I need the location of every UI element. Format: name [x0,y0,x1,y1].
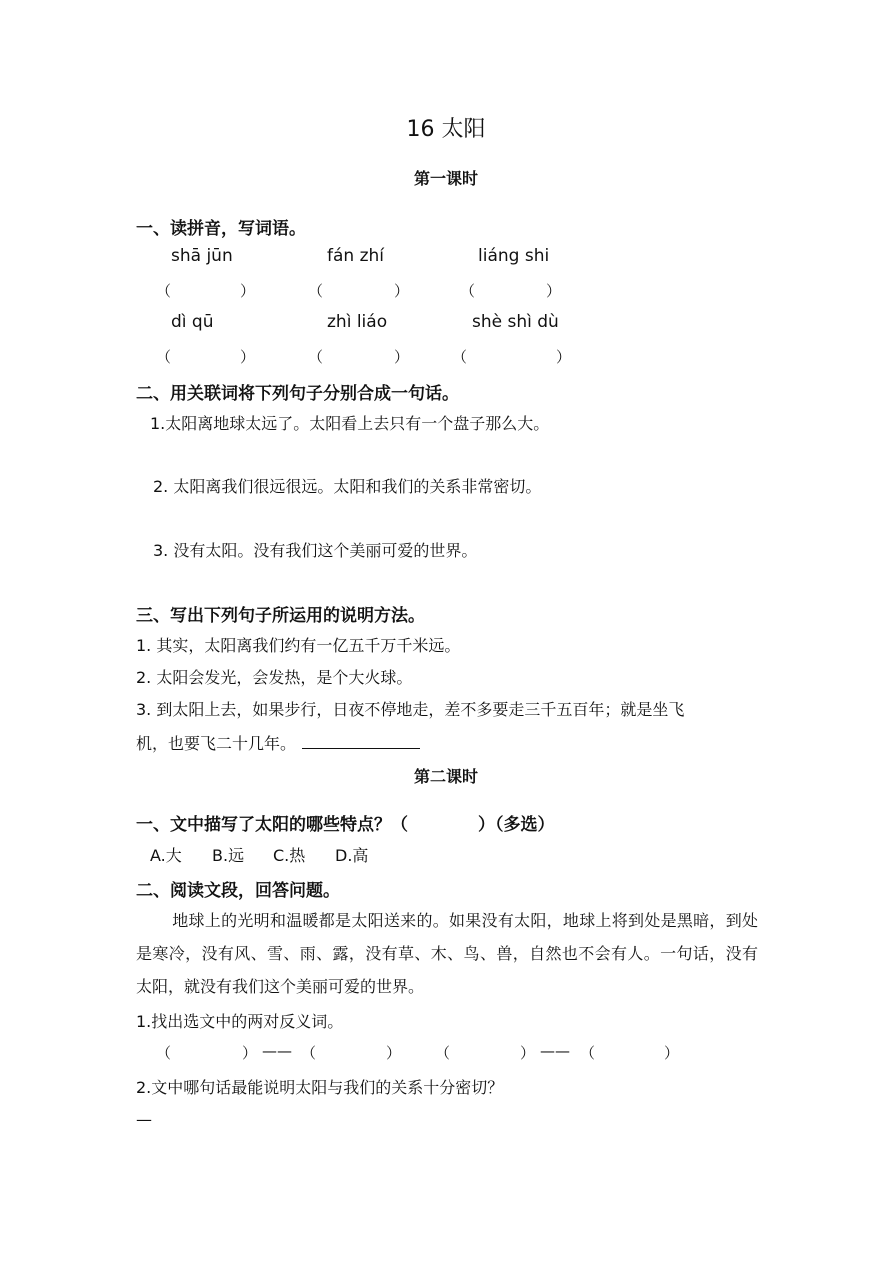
answer-paren-close: ） [546,282,562,300]
answer-dash: — [136,1110,152,1129]
l1-q3-item-3-text: 机，也要飞二十几年。 [136,734,297,753]
option-c: C.热 [273,846,306,865]
answer-paren-open: （ [460,282,476,300]
pinyin-1: shā jūn [171,246,233,266]
option-b: B.远 [212,846,245,865]
answer-paren-open: （ [156,282,172,300]
antonym-dash: —— [540,1042,570,1060]
answer-paren-close: ） [240,282,256,300]
pinyin-6: shè shì dù [472,312,559,332]
antonym-paren-open: （ [156,1044,172,1062]
answer-paren-open: （ [156,348,172,366]
l1-q2-heading: 二、用关联词将下列句子分别合成一句话。 [136,384,459,404]
answer-paren-close: ） [394,348,410,366]
pinyin-3: liáng shi [478,246,550,266]
l2-q1-heading [136,810,555,835]
page-title: 16 太阳 [406,117,486,142]
l1-q3-item-3: 3. 到太阳上去，如果步行，日夜不停地走，差不多要走三千五百年；就是坐飞 [136,700,685,719]
answer-paren-close: ） [240,348,256,366]
l1-q3-item-1: 1. 其实，太阳离我们约有一亿五千万千米远。 [136,636,461,655]
reading-passage [136,904,758,1003]
answer-blank [302,734,420,749]
antonym-paren-open: （ [580,1044,596,1062]
antonym-paren-close: ） [664,1044,680,1062]
option-a: A.大 [150,846,182,865]
pinyin-2: fán zhí [327,246,385,266]
answer-paren-open: （ [308,282,324,300]
l1-q2-item-3: 3. 没有太阳。没有我们这个美丽可爱的世界。 [153,541,478,560]
l2-q1-heading-pre: 一、文中描写了太阳的哪些特点？（ [136,815,408,835]
reading-passage-text: 地球上的光明和温暖都是太阳送来的。如果没有太阳，地球上将到处是黑暗，到处是寒冷，没有风、雪、雨、露，没有草、木、鸟、兽，自然也不会有人。一句话，没有太阳，就没有我们这个美丽可爱的世界。 [136,911,758,996]
l1-q3-heading: 三、写出下列句子所运用的说明方法。 [136,606,425,626]
l1-q1-heading: 一、读拼音，写词语。 [136,219,306,239]
pinyin-4: dì qū [171,312,214,332]
option-d: D.高 [335,846,369,865]
lesson1-heading: 第一课时 [413,169,478,188]
answer-paren-open: （ [452,348,468,366]
l2-q2-sub-2: 2.文中哪句话最能说明太阳与我们的关系十分密切？ [136,1078,504,1097]
antonym-dash: —— [262,1042,292,1060]
lesson2-heading: 第二课时 [413,767,478,786]
answer-paren-close: ） [394,282,410,300]
l1-q2-item-1: 1.太阳离地球太远了。太阳看上去只有一个盘子那么大。 [150,414,550,433]
l1-q3-item-2: 2. 太阳会发光，会发热，是个大火球。 [136,668,413,687]
l2-q2-heading: 二、阅读文段，回答问题。 [136,881,340,901]
l1-q2-item-2: 2. 太阳离我们很远很远。太阳和我们的关系非常密切。 [153,477,542,496]
l2-q2-sub-1: 1.找出选文中的两对反义词。 [136,1012,344,1031]
answer-paren-close: ） [556,348,572,366]
antonym-paren-close: ） [242,1044,258,1062]
answer-paren-open: （ [308,348,324,366]
antonym-paren-open: （ [301,1044,317,1062]
pinyin-5: zhì liáo [327,312,388,332]
antonym-paren-open: （ [435,1044,451,1062]
antonym-paren-close: ） [520,1044,536,1062]
l2-q1-heading-post: ）（多选） [478,815,555,835]
l1-q3-item-3-cont [136,731,420,754]
antonym-paren-close: ） [386,1044,402,1062]
